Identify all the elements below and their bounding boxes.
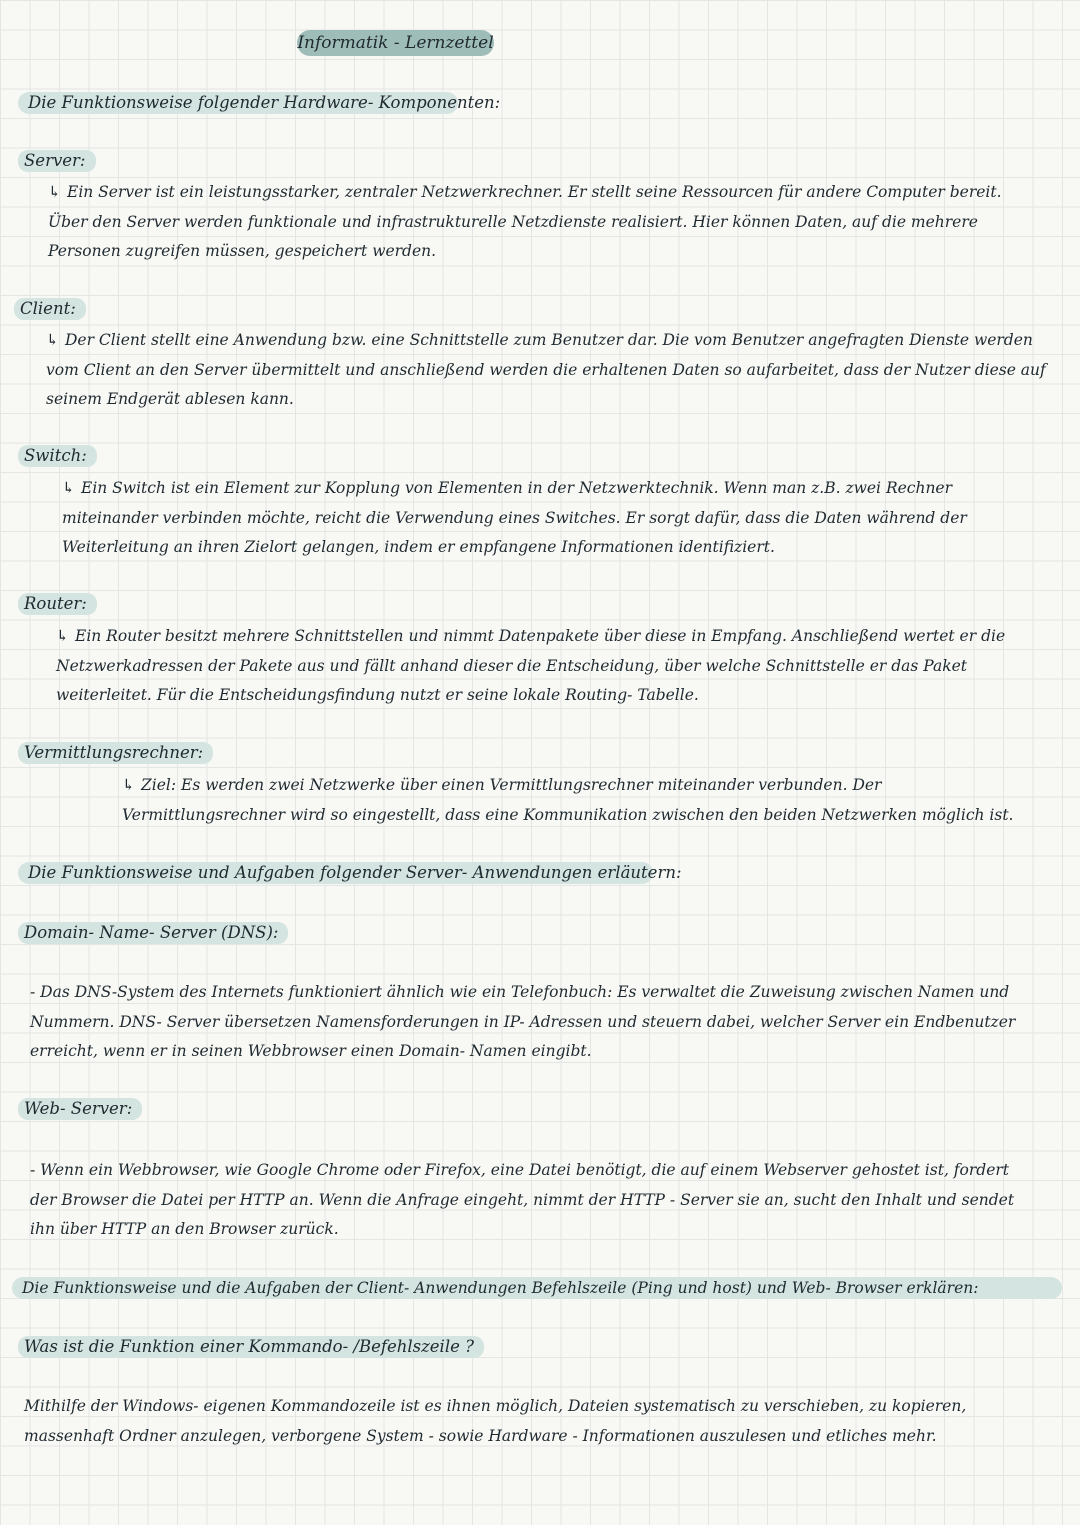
section-heading-server-apps: Die Funktionsweise und Aufgaben folgender Server- Anwendungen erläutern: [18, 862, 653, 884]
section-heading-hardware: Die Funktionsweise folgender Hardware- Komponenten: [18, 92, 458, 114]
topic-label-router: Router: [18, 593, 97, 615]
topic-text-commandline: Mithilfe der Windows- eigenen Kommandozeile ist es ihnen möglich, Dateien systematisch zu verschieben, zu kopieren, massenhaft Ordner anzulegen, verborgene System - sowie Hardware - Informationen auszulesen und etliches mehr. [24, 1397, 967, 1445]
topic-label-web-server: Web- Server: [18, 1098, 142, 1120]
arrow-icon: ↳ [122, 776, 135, 794]
topic-label-vermittlungsrechner: Vermittlungsrechner: [18, 742, 213, 764]
topic-label-dns: Domain- Name- Server (DNS): [18, 922, 288, 944]
arrow-icon: ↳ [62, 479, 75, 497]
section-heading-client-apps: Die Funktionsweise und die Aufgaben der Client- Anwendungen Befehlszeile (Ping und host) und Web- Browser erklären: [12, 1277, 1062, 1299]
topic-text-dns: - Das DNS-System des Internets funktioniert ähnlich wie ein Telefonbuch: Es verwaltet die Zuweisung zwischen Namen und Nummern. DNS- Server übersetzen Namensforderungen in IP- Adressen und steuern dabei, welcher Server ein Endbenutzer erreicht, wenn er in seinen Webbrowser einen Domain- Namen eingibt. [30, 983, 1016, 1060]
arrow-icon: ↳ [56, 627, 69, 645]
topic-text-router: ↳ Ein Router besitzt mehrere Schnittstellen und nimmt Datenpakete über diese in Empfang. Anschließend wertet er die Netzwerkadressen der Pakete aus und fällt anhand dieser die Entscheidung, über welche Schnittstelle er das Paket weiterleitet. Für die Entscheidungsfindung nutzt er seine lokale Routing- Tabelle. [56, 627, 1006, 704]
arrow-icon: ↳ [46, 331, 59, 349]
topic-text-client: ↳ Der Client stellt eine Anwendung bzw. eine Schnittstelle zum Benutzer dar. Die vom Benutzer angefragten Dienste werden vom Client an den Server übermittelt und anschließend werden die erhaltenen Daten so aufarbeitet, dass der Nutzer diese auf seinem Endgerät ablesen kann. [46, 331, 1046, 408]
arrow-icon: ↳ [48, 183, 61, 201]
topic-label-client: Client: [14, 298, 86, 320]
page-title: Informatik - Lernzettel [297, 30, 494, 56]
topic-label-commandline: Was ist die Funktion einer Kommando- /Befehlszeile ? [18, 1336, 484, 1358]
topic-text-vermittlungsrechner: ↳ Ziel: Es werden zwei Netzwerke über einen Vermittlungsrechner miteinander verbunden. Der Vermittlungsrechner wird so eingestellt, dass eine Kommunikation zwischen den beiden Netzwerken möglich ist. [122, 776, 1014, 824]
topic-label-server: Server: [18, 150, 96, 172]
topic-label-switch: Switch: [18, 445, 97, 467]
topic-text-server: ↳ Ein Server ist ein leistungsstarker, zentraler Netzwerkrechner. Er stellt seine Ressourcen für andere Computer bereit. Über den Server werden funktionale und infrastrukturelle Netzdienste realisiert. Hier können Daten, auf die mehrere Personen zugreifen müssen, gespeichert werden. [48, 183, 1002, 260]
topic-text-web-server: - Wenn ein Webbrowser, wie Google Chrome oder Firefox, eine Datei benötigt, die auf einem Webserver gehostet ist, fordert der Browser die Datei per HTTP an. Wenn die Anfrage eingeht, nimmt der HTTP - Server sie an, sucht den Inhalt und sendet ihn über HTTP an den Browser zurück. [30, 1161, 1015, 1238]
topic-text-switch: ↳ Ein Switch ist ein Element zur Kopplung von Elementen in der Netzwerktechnik. Wenn man z.B. zwei Rechner miteinander verbinden möchte, reicht die Verwendung eines Switches. Er sorgt dafür, dass die Daten während der Weiterleitung an ihren Zielort gelangen, indem er empfangene Informationen identifiziert. [62, 479, 967, 556]
